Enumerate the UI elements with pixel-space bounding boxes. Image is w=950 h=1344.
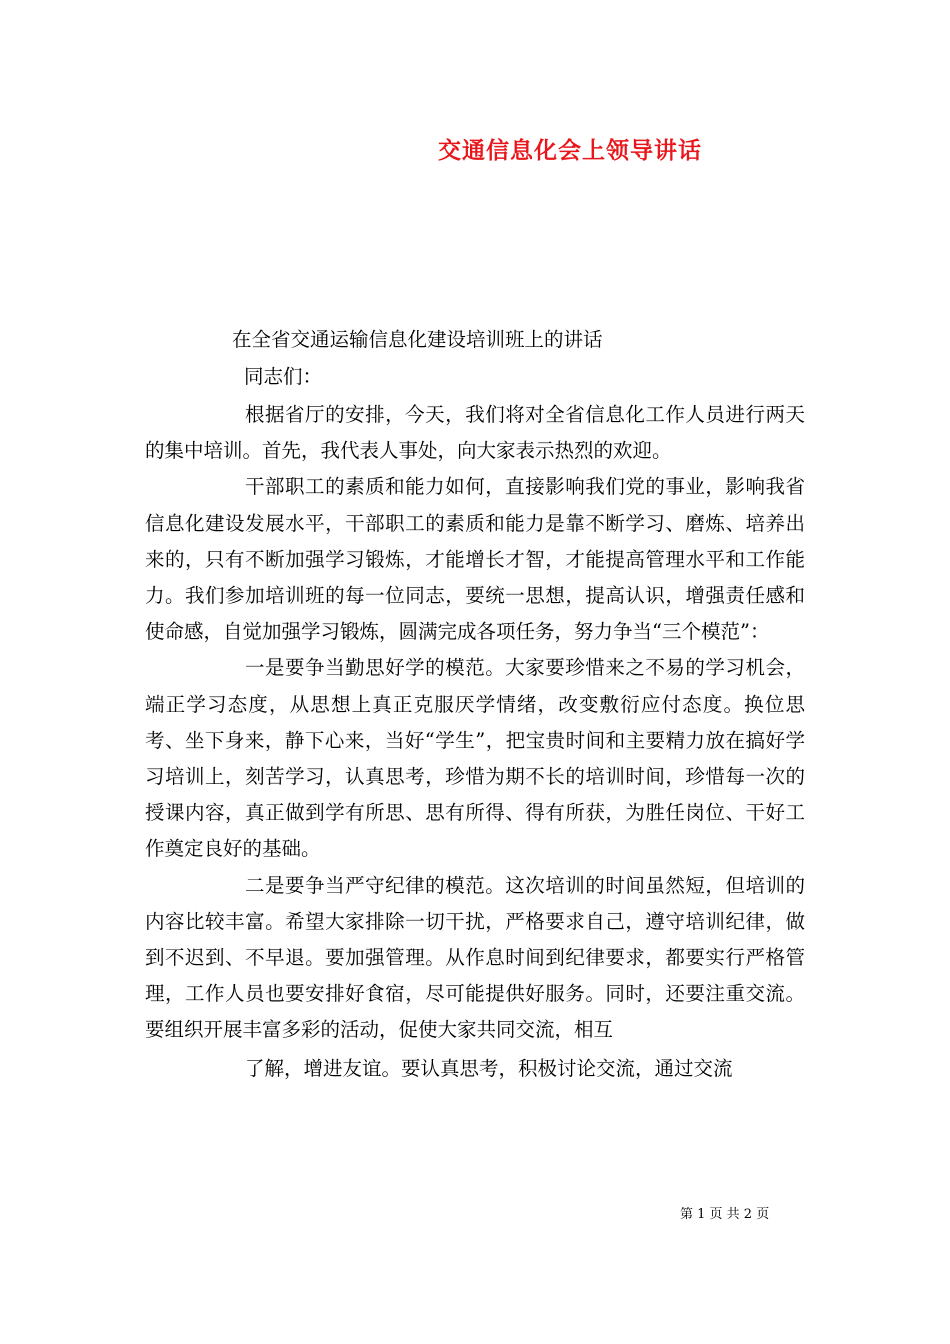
body-text [145, 397, 805, 1087]
salutation: 同志们： [244, 365, 323, 388]
paragraph: 根据省厅的安排，今天，我们将对全省信息化工作人员进行两天的集中培训。首先，我代表人事处，向大家表示热烈的欢迎。 [145, 403, 805, 463]
speech-subtitle: 在全省交通运输信息化建设培训班上的讲话 [232, 328, 603, 351]
document-title: 交通信息化会上领导讲话 [438, 137, 702, 164]
page-number-footer: 第 1 页 共 2 页 [680, 1207, 770, 1222]
paragraph: 二是要争当严守纪律的模范。这次培训的时间虽然短，但培训的内容比较丰富。希望大家排除一切干扰，严格要求自己，遵守培训纪律，做到不迟到、不早退。要加强管理。从作息时间到纪律要求，都要实行严格管理，工作人员也要安排好食宿，尽可能提供好服务。同时，还要注重交流。要组织开展丰富多彩的活动，促使大家共同交流，相互 [145, 873, 805, 1042]
paragraph: 干部职工的素质和能力如何，直接影响我们党的事业，影响我省信息化建设发展水平，干部职工的素质和能力是靠不断学习、磨炼、培养出来的，只有不断加强学习锻炼，才能增长才智，才能提高管理水平和工作能力。我们参加培训班的每一位同志，要统一思想，提高认识，增强责任感和使命感，自觉加强学习锻炼，圆满完成各项任务，努力争当“三个模范”： [145, 475, 805, 644]
paragraph: 一是要争当勤思好学的模范。大家要珍惜来之不易的学习机会，端正学习态度，从思想上真正克服厌学情绪，改变敷衍应付态度。换位思考、坐下身来，静下心来，当好“学生”，把宝贵时间和主要精力放在搞好学习培训上，刻苦学习，认真思考，珍惜为期不长的培训时间，珍惜每一次的授课内容，真正做到学有所思、思有所得、得有所获，为胜任岗位、干好工作奠定良好的基础。 [145, 656, 805, 861]
paragraph: 了解，增进友谊。要认真思考，积极讨论交流，通过交流 [245, 1056, 733, 1080]
